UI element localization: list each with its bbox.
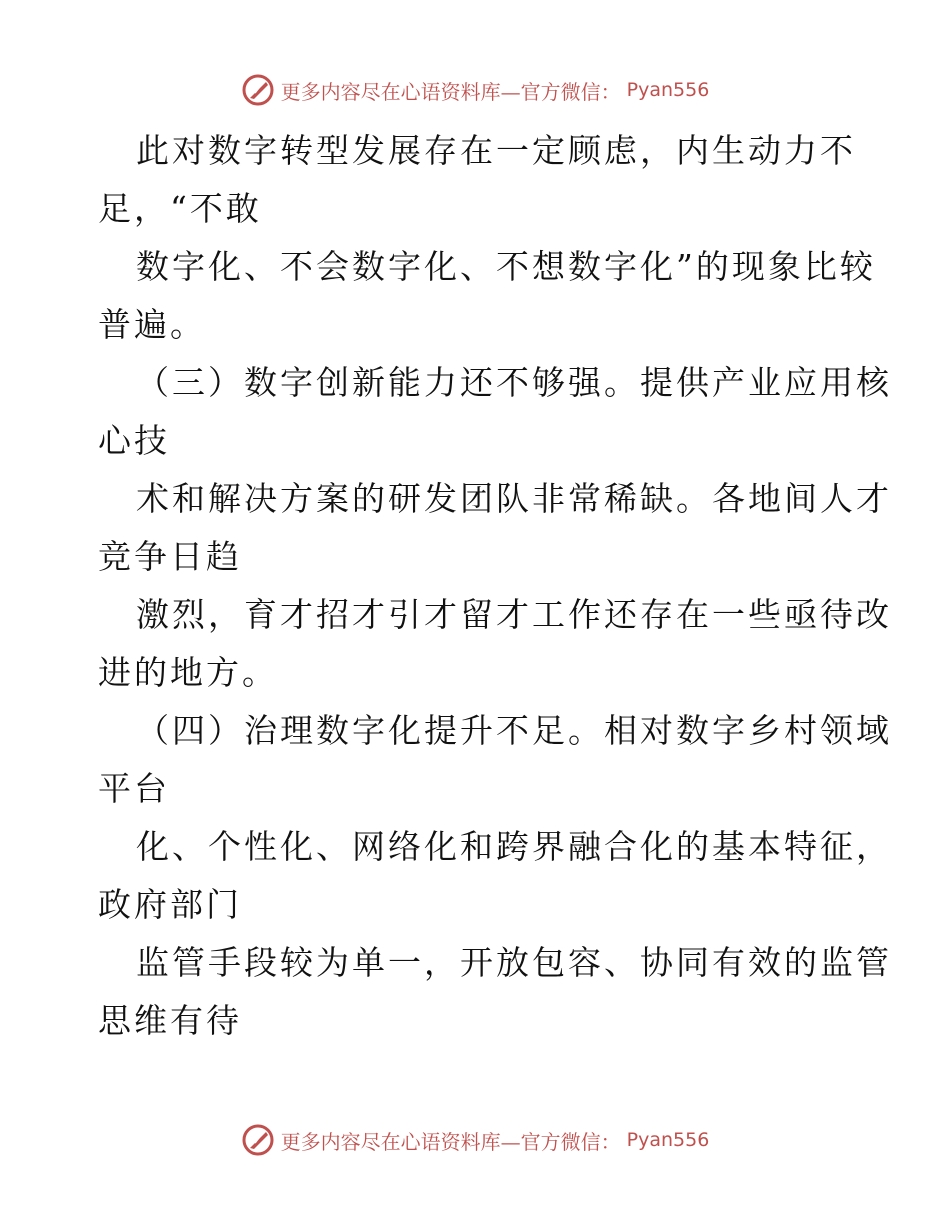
body-line: 术和解决方案的研发团队非常稀缺。各地间人才 — [136, 479, 892, 518]
body-line: 此对数字转型发展存在一定顾虑，内生动力不 — [136, 131, 856, 170]
body-line: 政府部门 — [98, 885, 242, 924]
document-body — [98, 122, 892, 1050]
watermark-text: 更多内容尽在心语资料库—官方微信： — [280, 79, 621, 104]
body-line: 激烈，育才招才引才留才工作还存在一些亟待改 — [136, 595, 892, 634]
feather-pen-circle-icon — [241, 1123, 275, 1157]
footer-watermark — [0, 1120, 950, 1160]
body-line: 竞争日趋 — [98, 537, 242, 576]
body-line: 普遍。 — [98, 305, 206, 344]
body-line: 足，“不敢 — [98, 189, 262, 228]
header-watermark — [0, 70, 950, 110]
watermark-contact: Pyan556 — [626, 1129, 710, 1151]
body-line: （三）数字创新能力还不够强。提供产业应用核 — [136, 363, 892, 402]
watermark-text: 更多内容尽在心语资料库—官方微信： — [280, 1129, 621, 1154]
feather-pen-circle-icon — [241, 73, 275, 107]
body-line: 进的地方。 — [98, 653, 278, 692]
body-line: 思维有待 — [98, 1001, 242, 1040]
body-line: 数字化、不会数字化、不想数字化”的现象比较 — [136, 247, 876, 286]
body-line: 心技 — [98, 421, 170, 460]
body-line: 平台 — [98, 769, 170, 808]
body-line: 化、个性化、网络化和跨界融合化的基本特征， — [136, 827, 892, 866]
watermark-contact: Pyan556 — [626, 79, 710, 101]
body-line: 监管手段较为单一，开放包容、协同有效的监管 — [136, 943, 892, 982]
body-line: （四）治理数字化提升不足。相对数字乡村领域 — [136, 711, 892, 750]
